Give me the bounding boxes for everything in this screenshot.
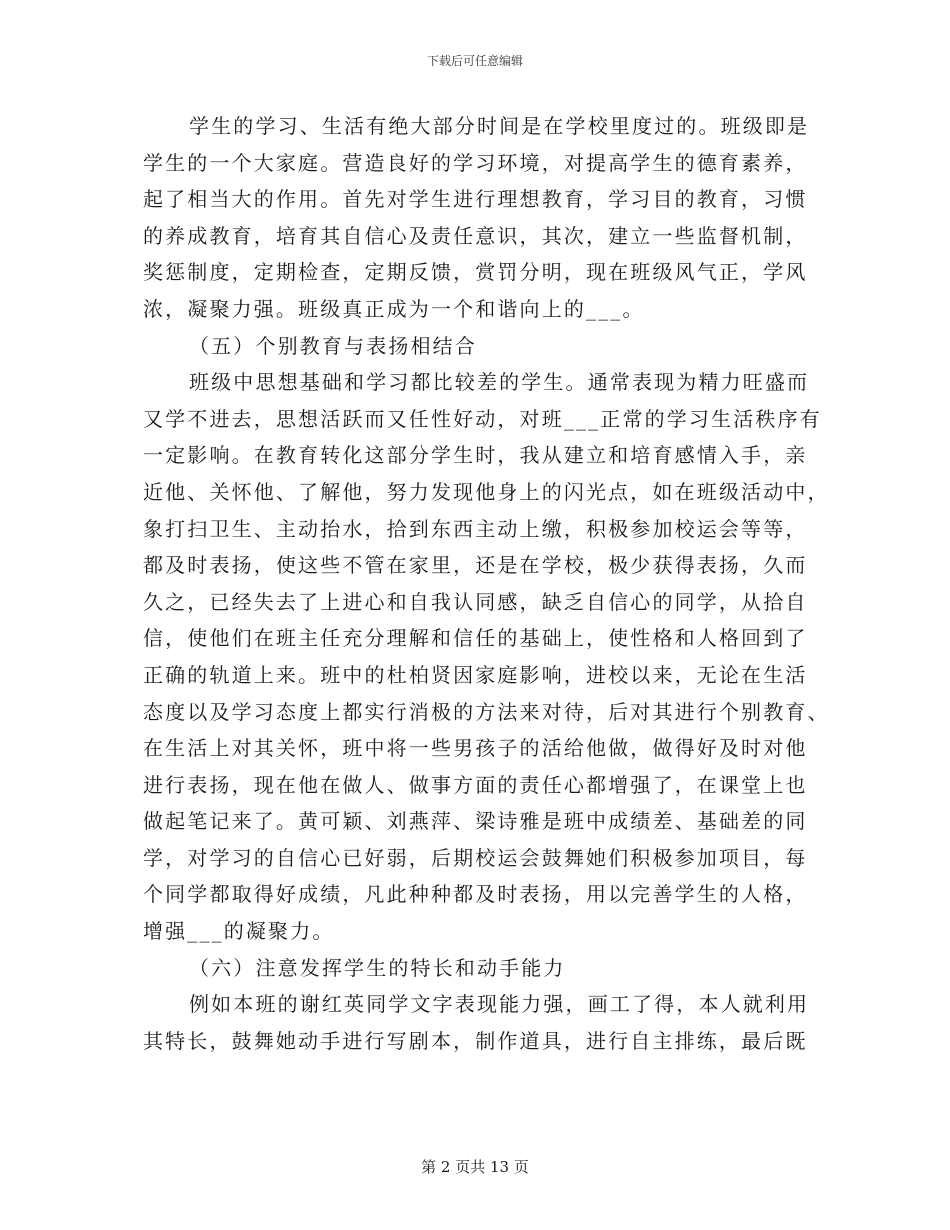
paragraph-line: 奖惩制度，定期检查，定期反馈，赏罚分明，现在班级风气正，学风 [143,260,808,285]
paragraph-line: 浓，凝聚力强。班级真正成为一个和谐向上的___。 [143,296,645,321]
paragraph-line: 增强___的凝聚力。 [143,919,335,944]
paragraph-line: 近他、关怀他、了解他，努力发现他身上的闪光点，如在班级活动中， [143,479,830,504]
paragraph-line: 起了相当大的作用。首先对学生进行理想教育，学习目的教育，习惯 [143,187,808,212]
paragraph-line: 态度以及学习态度上都实行消极的方法来对待，后对其进行个别教育、 [143,699,830,724]
paragraph-line: 正确的轨道上来。班中的杜柏贤因家庭影响，进校以来，无论在生活 [143,662,808,687]
section-heading: （五）个别教育与表扬相结合 [189,333,477,358]
paragraph-line: 例如本班的谢红英同学文字表现能力强，画工了得，本人就利用 [189,992,810,1017]
paragraph-line: 学，对学习的自信心已好弱，后期校运会鼓舞她们积极参加项目，每 [143,845,808,870]
paragraph-line: 的养成教育，培育其自信心及责任意识，其次，建立一些监督机制， [143,223,808,248]
paragraph-line: 学生的一个大家庭。营造良好的学习环境，对提高学生的德育素养， [143,150,808,175]
paragraph-line: 进行表扬，现在他在做人、做事方面的责任心都增强了，在课堂上也 [143,772,808,797]
paragraph-line: 班级中思想基础和学习都比较差的学生。通常表现为精力旺盛而 [189,370,810,395]
section-heading: （六）注意发挥学生的特长和动手能力 [189,955,566,980]
paragraph-line: 信，使他们在班主任充分理解和信任的基础上，使性格和人格回到了 [143,626,808,651]
page-number-footer: 第 2 页共 13 页 [421,1158,529,1176]
paragraph-line: 一定影响。在教育转化这部分学生时，我从建立和培育感情入手，亲 [143,443,808,468]
paragraph-line: 象打扫卫生、主动抬水，拾到东西主动上缴，积极参加校运会等等， [143,516,808,541]
paragraph-line: 其特长，鼓舞她动手进行写剧本，制作道具，进行自主排练，最后既 [143,1028,808,1053]
document-body [143,108,830,1059]
paragraph-line: 做起笔记来了。黄可颖、刘燕萍、梁诗雅是班中成绩差、基础差的同 [143,809,808,834]
paragraph-line: 久之，已经失去了上进心和自我认同感，缺乏自信心的同学，从拾自 [143,589,808,614]
paragraph-line: 学生的学习、生活有绝大部分时间是在学校里度过的。班级即是 [189,114,810,138]
paragraph-line: 在生活上对其关怀，班中将一些男孩子的活给他做，做得好及时对他 [143,736,808,761]
paragraph-line: 都及时表扬，使这些不管在家里，还是在学校，极少获得表扬，久而 [143,553,808,578]
paragraph-line: 个同学都取得好成绩，凡此种种都及时表扬，用以完善学生的人格， [143,882,808,907]
page-header: 下载后可任意编辑 [426,54,523,68]
paragraph-line: 又学不进去，思想活跃而又任性好动，对班___正常的学习生活秩序有 [143,406,822,431]
